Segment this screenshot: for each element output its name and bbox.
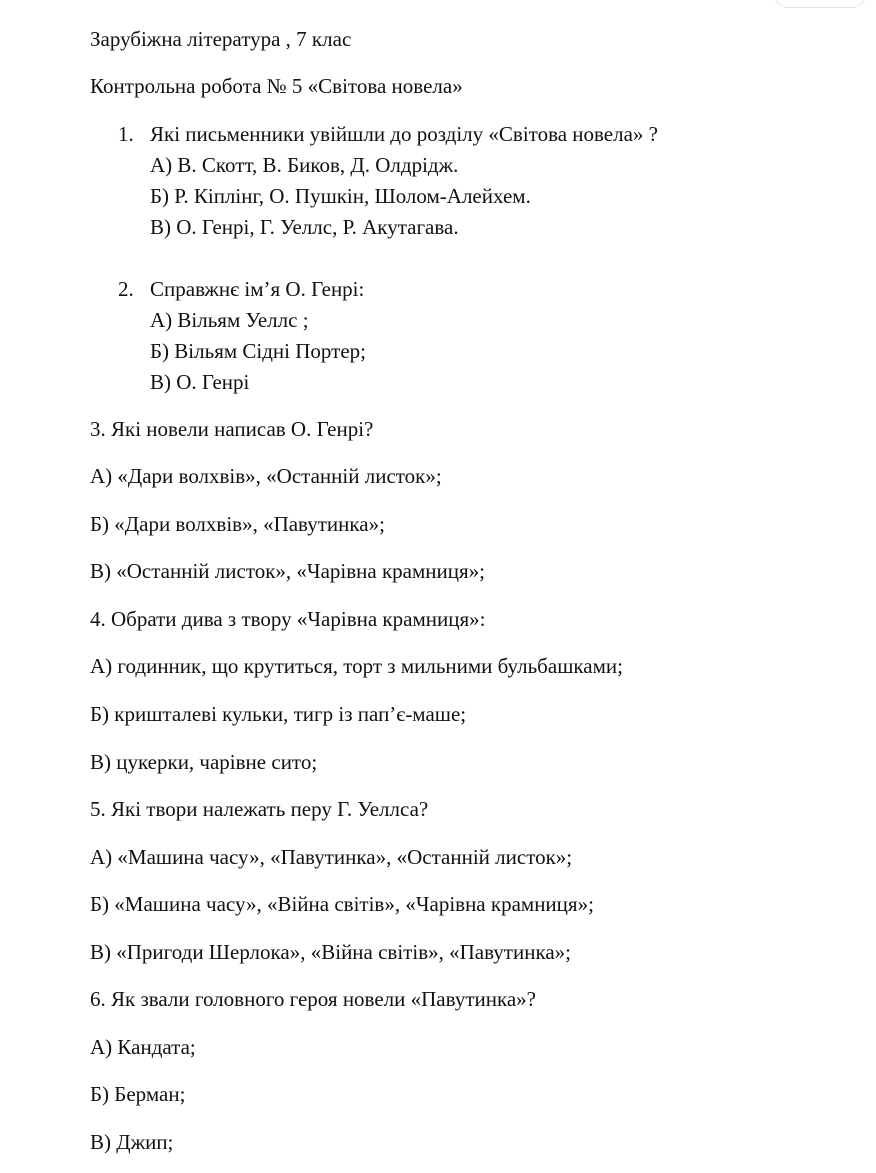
question-1 bbox=[118, 122, 658, 146]
question-2 bbox=[118, 277, 364, 301]
question-text: Які письменники увійшли до розділу «Світова новела» ? bbox=[150, 122, 658, 146]
question-4: 4. Обрати дива з твору «Чарівна крамниця»: bbox=[90, 607, 486, 631]
question-1-option-b: Б) Р. Кіплінг, О. Пушкін, Шолом-Алейхем. bbox=[150, 184, 531, 208]
question-6-option-b: Б) Берман; bbox=[90, 1082, 186, 1106]
question-4-option-c: В) цукерки, чарівне сито; bbox=[90, 750, 318, 774]
page-corner-decoration bbox=[774, 0, 866, 8]
question-3: 3. Які новели написав О. Генрі? bbox=[90, 417, 374, 441]
question-5-option-a: А) «Машина часу», «Павутинка», «Останній листок»; bbox=[90, 845, 573, 869]
question-6: 6. Як звали головного героя новели «Павутинка»? bbox=[90, 987, 537, 1011]
question-2-option-c: В) О. Генрі bbox=[150, 370, 250, 394]
question-text: Справжнє ім’я О. Генрі: bbox=[150, 277, 365, 301]
question-3-option-a: А) «Дари волхвів», «Останній листок»; bbox=[90, 464, 442, 488]
test-title: Контрольна робота № 5 «Світова новела» bbox=[90, 74, 463, 98]
question-number: 1. bbox=[118, 122, 134, 146]
question-6-option-a: А) Кандата; bbox=[90, 1035, 196, 1059]
question-2-option-a: А) Вільям Уеллс ; bbox=[150, 308, 309, 332]
question-4-option-a: А) годинник, що крутиться, торт з мильними бульбашками; bbox=[90, 654, 623, 678]
question-3-option-c: В) «Останній листок», «Чарівна крамниця»; bbox=[90, 559, 485, 583]
question-5: 5. Які твори належать перу Г. Уеллса? bbox=[90, 797, 429, 821]
question-4-option-b: Б) кришталеві кульки, тигр із пап’є-маше; bbox=[90, 702, 467, 726]
question-5-option-c: В) «Пригоди Шерлока», «Війна світів», «Павутинка»; bbox=[90, 940, 571, 964]
question-6-option-c: В) Джип; bbox=[90, 1130, 174, 1154]
question-1-option-c: В) О. Генрі, Г. Уеллс, Р. Акутагава. bbox=[150, 215, 459, 239]
question-2-option-b: Б) Вільям Сідні Портер; bbox=[150, 339, 366, 363]
question-3-option-b: Б) «Дари волхвів», «Павутинка»; bbox=[90, 512, 385, 536]
subject-line: Зарубіжна література , 7 клас bbox=[90, 27, 352, 51]
question-1-option-a: А) В. Скотт, В. Биков, Д. Олдрідж. bbox=[150, 153, 459, 177]
question-number: 2. bbox=[118, 277, 134, 301]
question-5-option-b: Б) «Машина часу», «Війна світів», «Чарівна крамниця»; bbox=[90, 892, 594, 916]
